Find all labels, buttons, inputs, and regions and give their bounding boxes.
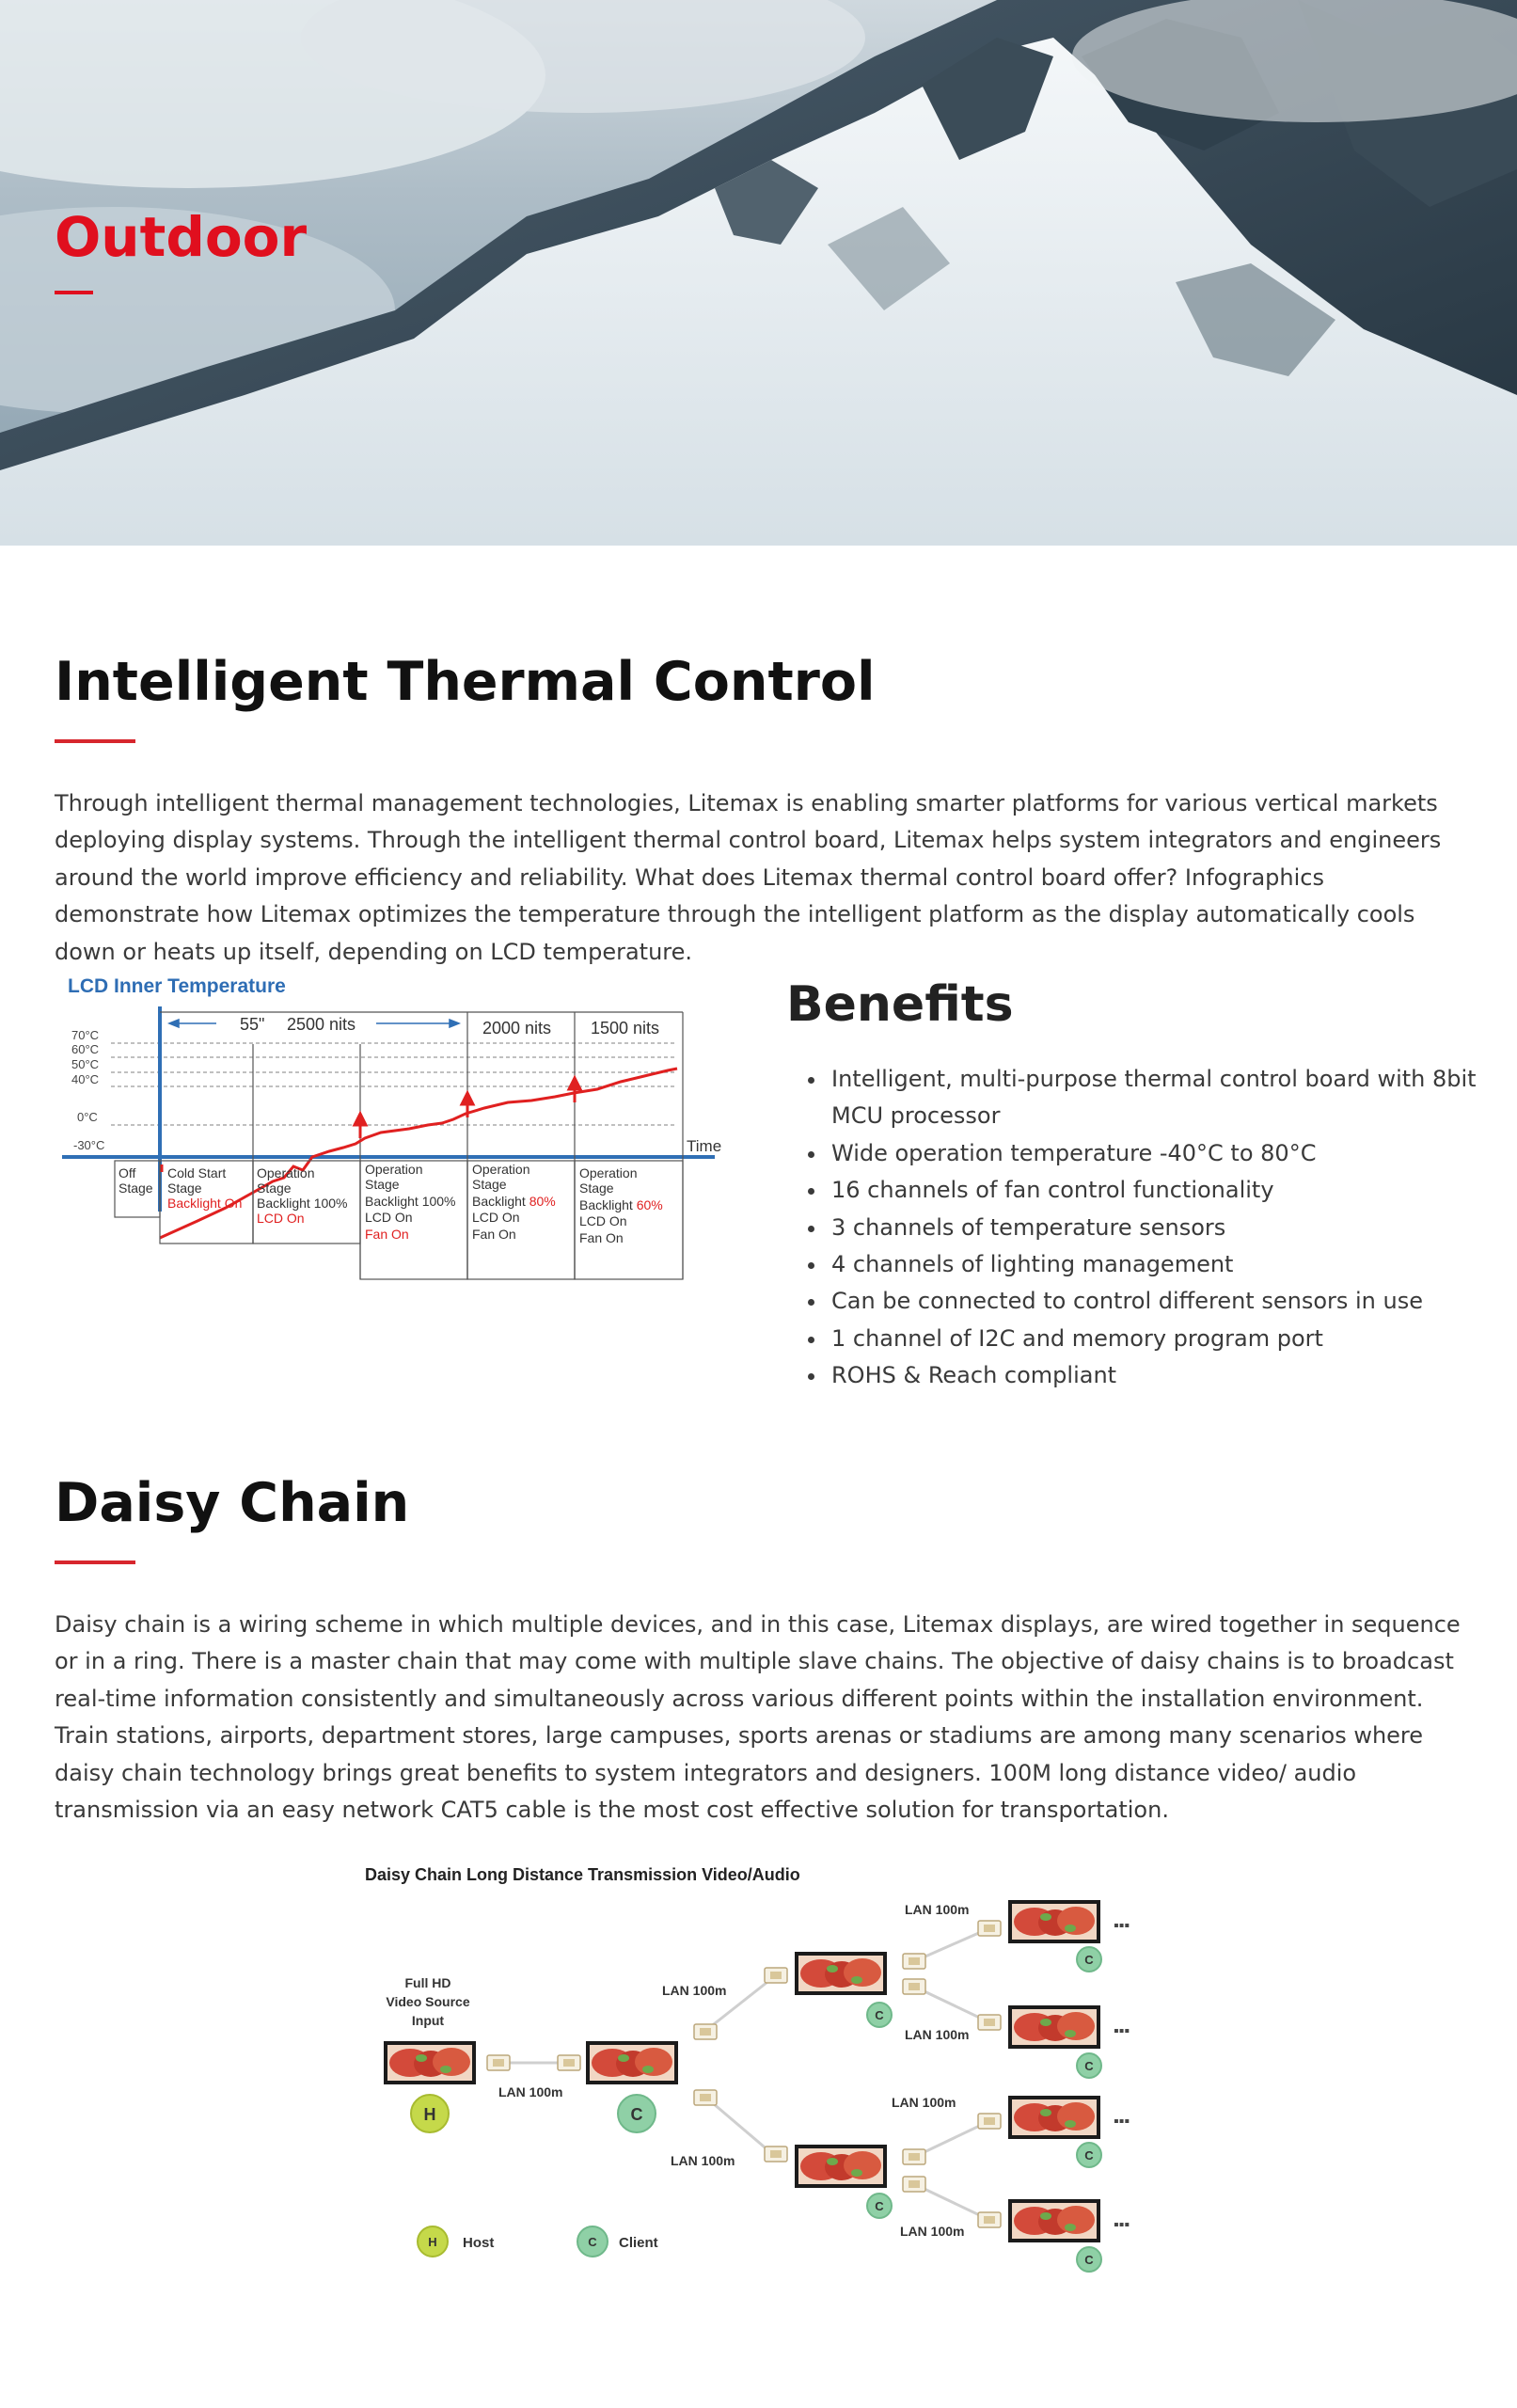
daisy-heading-underline: [55, 1560, 135, 1564]
list-item: • Intelligent, multi-purpose thermal control board with 8bit MCU processor: [828, 1061, 1486, 1135]
stage-label: Stage: [365, 1177, 400, 1192]
stage-label: Stage: [119, 1180, 153, 1196]
y-tick: -30°C: [73, 1138, 105, 1152]
client-display: [1008, 2005, 1100, 2049]
client-badge: [618, 2095, 656, 2132]
thermal-chart: [56, 969, 734, 1326]
stage-label: Stage: [579, 1180, 614, 1196]
svg-text:C: C: [1084, 2253, 1094, 2267]
thermal-heading-underline: [55, 739, 135, 743]
hero-title-underline: [55, 291, 93, 294]
hero-title: Outdoor: [55, 205, 308, 269]
client-display: [1008, 1900, 1100, 1943]
legend: [418, 2226, 658, 2257]
stage-label: Operation: [579, 1165, 638, 1180]
stage-label: Backlight 80%: [472, 1194, 556, 1209]
brightness-label: 2500 nits: [287, 1015, 356, 1034]
client-display: [586, 2041, 678, 2084]
daisy-chain-diagram: [357, 1858, 1185, 2290]
client-display: [1008, 2199, 1100, 2242]
svg-text:C: C: [1084, 2148, 1094, 2162]
stage-label: Operation: [472, 1162, 530, 1177]
mountain-image: [0, 0, 1517, 546]
more-dots: ▪▪▪: [1114, 2217, 1130, 2233]
x-axis-label: Time: [687, 1137, 722, 1155]
list-item: • 3 channels of temperature sensors: [828, 1210, 1486, 1246]
list-item: • 16 channels of fan control functionality: [828, 1172, 1486, 1209]
lan-label: LAN 100m: [498, 2084, 563, 2099]
y-tick: 50°C: [71, 1057, 100, 1071]
y-tick: 70°C: [71, 1028, 100, 1042]
list-item: • Can be connected to control different sensors in use: [828, 1283, 1486, 1320]
lan-label: LAN 100m: [905, 1902, 970, 1917]
benefits-heading: Benefits: [786, 976, 1014, 1033]
stage-label: Operation: [257, 1165, 315, 1180]
diagram-title: Daisy Chain Long Distance Transmission Video/Audio: [365, 1865, 800, 1884]
brightness-label: 2000 nits: [482, 1019, 552, 1038]
y-tick: 40°C: [71, 1072, 100, 1086]
lan-label: LAN 100m: [892, 2095, 956, 2110]
list-item: • ROHS & Reach compliant: [828, 1357, 1486, 1394]
hero-banner: [0, 0, 1517, 546]
svg-text:C: C: [630, 2105, 643, 2124]
stage-label: Off: [119, 1165, 136, 1180]
more-dots: ▪▪▪: [1114, 2114, 1130, 2130]
client-display: [795, 2145, 887, 2188]
client-badge: [1077, 2053, 1101, 2078]
list-item: • 1 channel of I2C and memory program port: [828, 1321, 1486, 1357]
stage-label: Fan On: [579, 1230, 624, 1245]
stage-label: Backlight 60%: [579, 1197, 663, 1212]
client-badge: [1077, 2247, 1101, 2272]
legend-host-label: Host: [463, 2235, 495, 2251]
y-tick: 60°C: [71, 1042, 100, 1056]
svg-text:H: H: [423, 2105, 436, 2124]
benefits-list: [805, 1061, 1486, 1395]
stage-label: Backlight 100%: [257, 1196, 348, 1211]
stage-label: Backlight 100%: [365, 1194, 456, 1209]
list-item: • 4 channels of lighting management: [828, 1246, 1486, 1283]
lan-label: LAN 100m: [671, 2153, 735, 2168]
legend-client-label: Client: [619, 2235, 658, 2251]
lan-label: LAN 100m: [900, 2224, 965, 2239]
more-dots: ▪▪▪: [1114, 1918, 1130, 1934]
client-badge: [1077, 1947, 1101, 1972]
stage-label: Stage: [472, 1177, 507, 1192]
stage-label: Stage: [167, 1180, 202, 1196]
list-item: • Wide operation temperature -40°C to 80°C: [828, 1135, 1486, 1172]
banner-size: 55": [240, 1015, 265, 1034]
stage-label: Operation: [365, 1162, 423, 1177]
svg-text:C: C: [1084, 2059, 1094, 2073]
host-badge: [411, 2095, 449, 2132]
thermal-paragraph: Through intelligent thermal management technologies, Litemax is enabling smarter platforms for various vertical markets deploying display systems. Through the intelligent thermal control board, Litemax helps system integrators and engineers around the world improve efficiency and reliability. What does Litemax thermal control board offer? Infographics demonstrate how Litemax optimizes the temperature through the intelligent platform as the display automatically cools down or heats up itself, depending on LCD temperature.: [55, 790, 1442, 965]
source-label: Full HD: [404, 1975, 451, 1990]
lan-label: LAN 100m: [905, 2027, 970, 2042]
stage-label: LCD On: [579, 1213, 627, 1228]
y-tick: 0°C: [77, 1110, 98, 1124]
svg-text:C: C: [875, 2008, 884, 2022]
brightness-label: 1500 nits: [591, 1019, 660, 1038]
stage-label: Backlight On: [167, 1196, 243, 1211]
client-badge: [867, 2003, 892, 2027]
client-display: [1008, 2096, 1100, 2139]
svg-text:C: C: [875, 2199, 884, 2213]
stage-label: Stage: [257, 1180, 292, 1196]
stage-label: LCD On: [472, 1210, 520, 1225]
temperature-curve: [160, 1069, 677, 1238]
more-dots: ▪▪▪: [1114, 2023, 1130, 2039]
host-display: [384, 2041, 476, 2084]
stage-label: LCD On: [257, 1211, 305, 1226]
chart-title: LCD Inner Temperature: [68, 975, 286, 997]
legend-host-badge: H: [428, 2235, 437, 2249]
stage-label: Cold Start: [167, 1165, 227, 1180]
svg-text:C: C: [1084, 1953, 1094, 1967]
daisy-paragraph: Daisy chain is a wiring scheme in which multiple devices, and in this case, Litemax displays, are wired together in sequence or in a ring. There is a master chain that may come with multiple slave chains. The objective of daisy chains is to broadcast real-time information consistently and simultaneously across various different points within the installation environment. Train stations, airports, department stores, large campuses, sports arenas or stadiums are among many scenarios where daisy chain technology brings great benefits to system integrators and designers. 100M long distance video/ audio transmission via an easy network CAT5 cable is the most cost effective solution for transportation.: [55, 1611, 1461, 1824]
source-label: Video Source: [386, 1994, 470, 2009]
client-display: [795, 1952, 887, 1995]
legend-client-badge: C: [588, 2235, 597, 2249]
daisy-heading: Daisy Chain: [55, 1472, 410, 1534]
client-badge: [1077, 2143, 1101, 2167]
source-label: Input: [411, 2013, 445, 2028]
lan-label: LAN 100m: [662, 1983, 727, 1998]
client-badge: [867, 2194, 892, 2218]
stage-label: Fan On: [365, 1227, 409, 1242]
stage-label: LCD On: [365, 1210, 413, 1225]
stage-label: Fan On: [472, 1227, 516, 1242]
thermal-heading: Intelligent Thermal Control: [55, 651, 876, 713]
